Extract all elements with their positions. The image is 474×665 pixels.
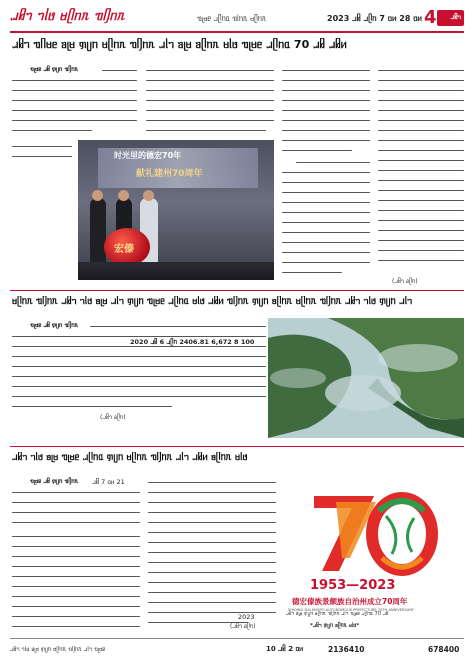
article1-source: (ᥘᥤᥐ ᥑᥫᥒ) bbox=[392, 278, 418, 285]
article2-figures: 2020 ᥘᥤ 6 ᥘᥫᥒ 2406.81 6,672 8 100 bbox=[130, 338, 255, 346]
logo-note: *ᥘᥤᥐ ᥞᥩᥒ ᥑᥫᥒᥰ ᥛᥣᥳ* bbox=[310, 623, 360, 629]
screen-title: 时光里的德宏70年 bbox=[114, 151, 182, 160]
logo-caption: ᥘᥤᥐ ᥑᥨᥛ ᥞᥩᥒ ᥛᥫᥒᥰ ᥓᥦᥒᥰ ᥘᥣᥐ ᥓᥨᥛᥱ ᥘᥫᥒᥲ 70 ᥘᥤ bbox=[286, 611, 389, 617]
screen-subtitle: 献礼建州70周年 bbox=[136, 169, 203, 179]
article1-col4-text bbox=[378, 66, 464, 276]
person-1 bbox=[90, 198, 106, 268]
footer-phone-1: 2136410 bbox=[328, 645, 365, 654]
article1-col1-lower bbox=[12, 146, 72, 281]
footer-text: ᥘᥤᥐ ᥐᥣᥳ ᥑᥨᥛ ᥞᥩᥒ ᥛᥫᥒᥰ ᥓᥦᥒᥰ ᥘᥣᥐ ᥓᥨᥛᥱ bbox=[10, 646, 106, 653]
divider-1 bbox=[10, 290, 464, 291]
anniversary-logo bbox=[284, 486, 464, 626]
article3-byline: ᥓᥨᥛᥱ ᥘᥤ ᥞᥩᥒ ᥓᥦᥒᥰ bbox=[30, 478, 79, 485]
article2-photo bbox=[268, 318, 464, 438]
header-rule bbox=[10, 31, 464, 33]
logo-chinese-title: 德宏傣族景颇族自治州成立70周年 bbox=[292, 597, 408, 606]
article2-byline: ᥓᥨᥛᥱ ᥘᥤ ᥞᥩᥒ ᥓᥦᥒᥰ bbox=[30, 322, 79, 329]
article2-source: (ᥘᥤᥐ ᥑᥫᥒ) bbox=[100, 414, 126, 421]
article1-col2-text bbox=[146, 66, 274, 136]
footer-rule bbox=[10, 638, 464, 639]
article3-col2 bbox=[148, 478, 276, 628]
section-title: ᥓᥨᥛᥱ ᥘᥫᥒᥲ ᥓᥣᥒᥰ ᥛᥫᥒᥰ bbox=[197, 14, 267, 23]
article3-headline: ᥘᥤᥐ ᥐᥣᥳ ᥑᥨᥛ ᥓᥨᥛᥱ ᥘᥫᥒᥲ ᥞᥩᥒ ᥛᥫᥒᥰ ᥓᥦᥒᥰ ᥘᥣᥐ ᥘᥤᥢ ᥑᥫᥒᥰ ᥛᥣᥳ bbox=[12, 452, 248, 463]
forest-lake-image bbox=[268, 318, 464, 438]
issue-date: 2023 ᥘᥤ ᥘᥫᥒ 7 ᥝᥢ 28 ᥝᥢ bbox=[327, 14, 422, 23]
article3-col1 bbox=[12, 478, 140, 628]
article1-headline: ᥘᥤᥐ ᥓᥥᥛᥱ ᥑᥨᥛ ᥞᥩᥒ ᥛᥫᥒᥰ ᥓᥦᥒᥰ ᥘᥣᥐ ᥑᥨᥛ ᥑᥫᥒᥰ ᥛᥣᥳ ᥓᥨᥛᥱ ᥘᥫᥒᥲ 70 ᥘᥤ ᥘᥤᥢ bbox=[12, 38, 347, 51]
footer-phone-2: 678400 bbox=[428, 645, 460, 654]
article1-col1-text bbox=[12, 66, 137, 136]
page-footer bbox=[8, 642, 466, 658]
page-label: ᥘᥤᥐ bbox=[450, 13, 461, 21]
article1-col3-text bbox=[282, 66, 370, 276]
divider-2 bbox=[10, 446, 464, 447]
article3-year: 2023 bbox=[238, 613, 255, 621]
page-flag bbox=[437, 10, 464, 26]
logo-english-title: SHIQING DAI JINGPO AUTONOMOUS PREFECTURE 70TH ANNIVERSARY bbox=[288, 608, 414, 612]
article2-headline: ᥛᥫᥒᥰ ᥓᥦᥒᥰ ᥘᥤᥐ ᥐᥣᥳ ᥑᥨᥛ ᥘᥣᥐ ᥞᥩᥒ ᥓᥨᥛᥱ ᥘᥫᥒᥲ ᥛᥣᥳ ᥘᥤᥢ ᥓᥦᥒᥰ ᥞᥩᥒ ᥑᥫᥒᥰ ᥛᥫᥒᥰ ᥓᥦᥒᥰ ᥘᥤᥐ ᥐᥣᥳ ᥞᥩᥒ ᥘᥣᥐ bbox=[12, 296, 413, 307]
article1-byline: ᥓᥨᥛᥱ ᥘᥤ ᥞᥩᥒ ᥓᥦᥒᥰ bbox=[30, 66, 79, 73]
article1-photo bbox=[78, 140, 274, 280]
article3-source: (ᥘᥤᥐ ᥑᥫᥒ) bbox=[230, 623, 256, 630]
article3-date-ref: ᥘᥤ 7 ᥝᥢ 21 bbox=[92, 478, 125, 486]
footer-issue: 10 ᥘᥤ 2 ᥝᥢ bbox=[266, 645, 304, 653]
logo-years: 1953—2023 bbox=[310, 578, 396, 593]
logo-70-graphic bbox=[284, 486, 464, 581]
masthead: ᥘᥤᥐ ᥐᥣᥳ ᥛᥫᥒᥰ ᥓᥦᥒᥰ bbox=[10, 9, 125, 24]
page-number: 4 bbox=[424, 7, 437, 28]
sphere-label: 宏傣 bbox=[114, 244, 134, 255]
page-number-badge bbox=[424, 8, 464, 28]
